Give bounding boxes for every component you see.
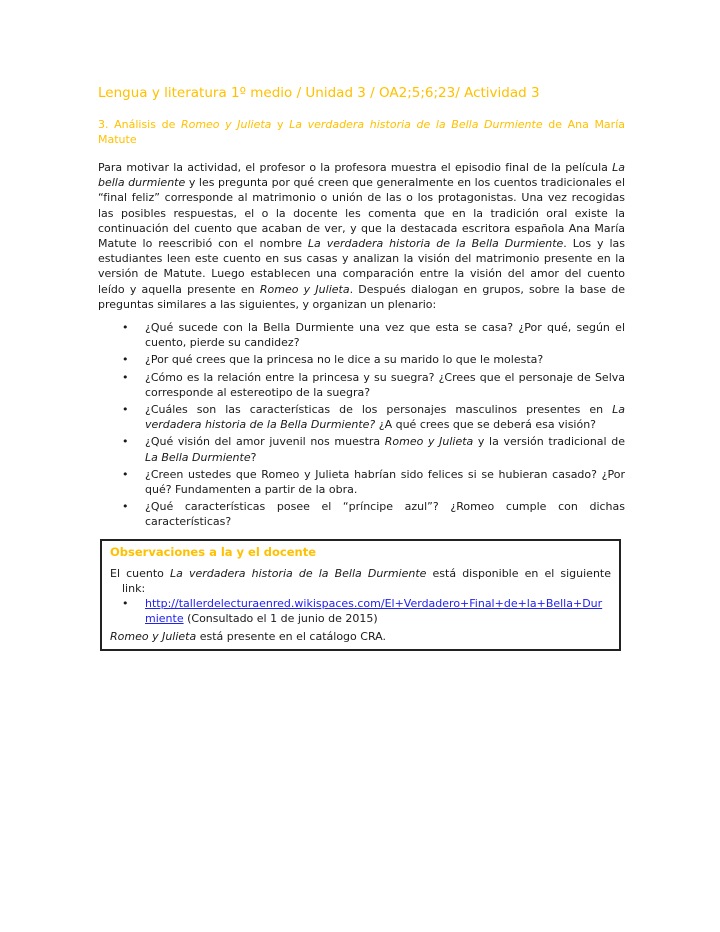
list-item [145, 596, 611, 626]
activity-heading: 3. Análisis de Romeo y Julieta y La verdadera historia de la Bella Durmiente de Ana María Matute [98, 118, 625, 146]
list-item: • ¿Qué visión del amor juvenil nos muestra Romeo y Julieta y la versión tradicional de La Bella Durmiente? [145, 434, 625, 464]
resource-availability-text: El cuento La verdadera historia de la Bella Durmiente está disponible en el siguiente [110, 566, 611, 580]
observations-box [100, 539, 621, 651]
list-item: • ¿Cuáles son las características de los personajes masculinos presentes en La verdadera historia de la Bella Durmiente? ¿A qué crees que se deberá esa visión? [145, 402, 625, 432]
list-item: • ¿Qué sucede con la Bella Durmiente una vez que esta se casa? ¿Por qué, según el cuento, pierde su candidez? [145, 320, 625, 350]
list-item: • ¿Creen ustedes que Romeo y Julieta habrían sido felices si se hubieran casado? ¿Por qué? Fundamenten a partir de la obra. [145, 467, 625, 497]
resource-link-list [110, 596, 611, 626]
catalog-note: Romeo y Julieta está presente en el catálogo CRA. [110, 630, 386, 644]
list-item: • ¿Por qué crees que la princesa no le dice a su marido lo que le molesta? [145, 352, 625, 367]
discussion-questions [98, 320, 625, 530]
list-item: • ¿Qué características posee el “príncipe azul”? ¿Romeo cumple con dichas características? [145, 499, 625, 529]
list-item: • ¿Cómo es la relación entre la princesa y su suegra? ¿Crees que el personaje de Selva corresponde al estereotipo de la suegra? [145, 370, 625, 400]
resource-link[interactable]: http://tallerdelecturaenred.wikispaces.com/El+Verdadero+Final+de+la+Bella+Durmiente [145, 596, 603, 625]
page-title: Lengua y literatura 1º medio / Unidad 3 / OA2;5;6;23/ Actividad 3 [98, 85, 540, 101]
intro-paragraph: Para motivar la actividad, el profesor o la profesora muestra el episodio final de la película La bella durmiente y les pregunta por qué creen que generalmente en los cuentos tradicionales el “final feliz” corresponde al matrimonio o unión de las o los protagonistas. Una vez recogidas las posibles respuestas, el o la docente les comenta que en la tradición oral existe la continuación del cuento que acaban de ver, y que la destacada escritora española Ana María Matute lo reescribió con el nombre La verdadera historia de la Bella Durmiente. Los y las estudiantes leen este cuento en sus casas y analizan la visión del matrimonio presente en la versión de Matute. Luego establecen una comparación entre la visión del amor del cuento leído y aquella presente en Romeo y Julieta. Después dialogan en grupos, sobre la base de preguntas similares a las siguientes, y organizan un plenario: [98, 161, 626, 311]
link-access-note: (Consultado el 1 de junio de 2015) [183, 611, 378, 625]
document-page [98, 85, 625, 651]
resource-link-label: link: [122, 581, 146, 595]
observations-heading: Observaciones a la y el docente [110, 544, 317, 559]
